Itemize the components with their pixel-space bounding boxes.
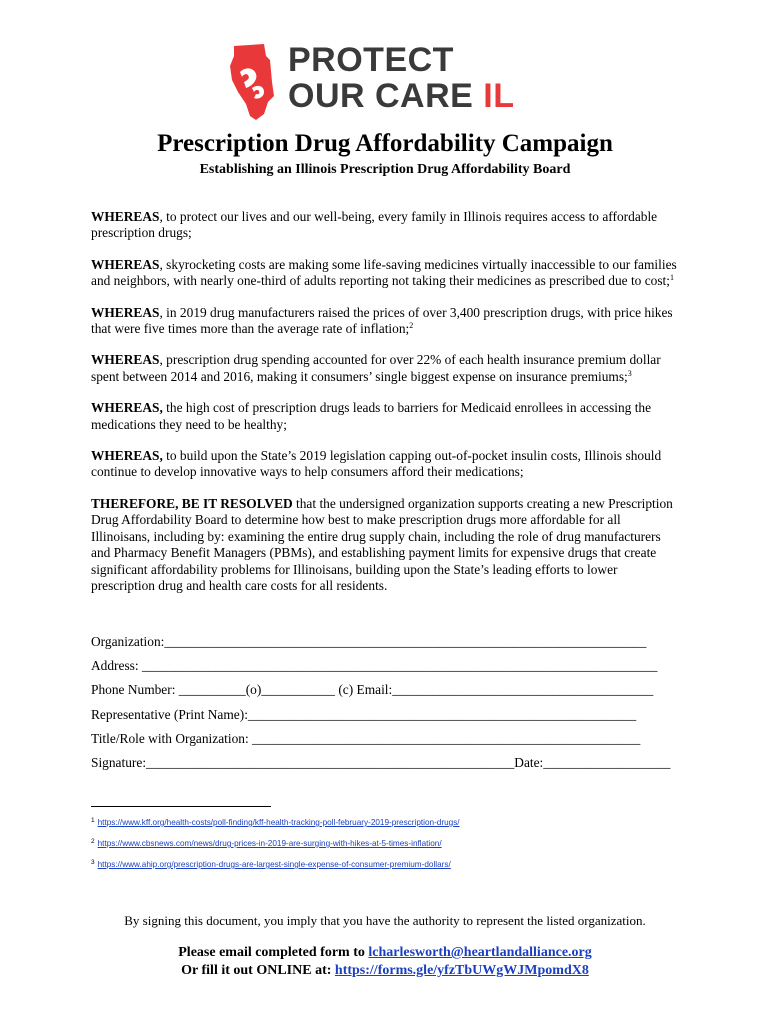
form-field-line[interactable]: Organization:________________________________________________________________________: [91, 634, 647, 649]
footnote: [91, 836, 460, 857]
footnote: [91, 815, 460, 836]
page-subtitle: Establishing an Illinois Prescription Drug Affordability Board: [199, 162, 571, 177]
paragraph-lead: WHEREAS: [91, 256, 160, 272]
online-form-link[interactable]: https://forms.gle/yfzTbUWgWJMpomdX8: [334, 963, 589, 978]
footnote-ref: 3: [627, 368, 632, 378]
page-title: Prescription Drug Affordability Campaign: [157, 130, 613, 157]
footnote-link[interactable]: https://www.cbsnews.com/news/drug-prices-in-2019-are-surging-with-hikes-at-5-times-inflation/: [97, 839, 442, 848]
footnote: [91, 857, 460, 878]
paragraph-text: that the undersigned organization supports creating a new Prescription Drug Affordability Board to determine how best to make prescription drugs more affordable for all Illinoisans, including by: examining the entire drug supply chain, including the role of drug manufacturers and Pharmacy Benefit Managers (PBMs), and establishing payment limits for expensive drugs that create significant affordability problems for Illinoisans, building upon the State’s leading efforts to lower prescription drug and health care costs for all residents.: [91, 495, 673, 593]
whereas-paragraph: [91, 257, 681, 290]
logo-line1: PROTECT: [288, 41, 454, 79]
form-field-line[interactable]: Title/Role with Organization: __________________________________________________________: [91, 730, 641, 746]
whereas-paragraph: [91, 400, 681, 433]
footnote-link[interactable]: https://www.ahip.org/prescription-drugs-are-largest-single-expense-of-consumer-premium-dollars/: [97, 860, 451, 869]
footnote-number: 1: [91, 817, 95, 824]
footnotes: [91, 815, 460, 878]
footnote-number: 2: [91, 838, 95, 845]
whereas-paragraph: [91, 448, 681, 481]
footnote-link[interactable]: https://www.kff.org/health-costs/poll-finding/kff-health-tracking-poll-february-2019-prescription-drugs/: [97, 818, 460, 827]
form-field-line[interactable]: Representative (Print Name):__________________________________________________________: [91, 706, 637, 722]
authority-disclaimer: By signing this document, you imply that you have the authority to represent the listed organization.: [124, 913, 646, 928]
form-field-line[interactable]: Address: _____________________________________________________________________________: [91, 658, 658, 674]
paragraph-text: , to protect our lives and our well-being, every family in Illinois requires access to affordable prescription drugs;: [91, 209, 658, 241]
email-prefix: Please email completed form to: [178, 945, 369, 960]
paragraph-lead: WHEREAS,: [91, 448, 163, 464]
email-link[interactable]: lcharlesworth@heartlandalliance.org: [368, 945, 592, 960]
form-field-line[interactable]: Phone Number: __________(o)___________ (c) Email:_______________________________________: [91, 682, 654, 698]
logo-wordmark: [288, 42, 515, 114]
whereas-paragraph: [91, 352, 681, 385]
paragraph-text: to build upon the State’s 2019 legislation capping out-of-pocket insulin costs, Illinois should continue to develop innovative ways to help consumers afford their medications;: [91, 448, 662, 480]
paragraph-lead: WHEREAS: [91, 209, 160, 224]
footnote-number: 3: [91, 859, 95, 866]
online-prefix: Or fill it out ONLINE at:: [181, 963, 335, 978]
whereas-paragraph: [91, 305, 681, 338]
whereas-paragraph: [91, 496, 681, 594]
whereas-paragraph: [91, 209, 681, 242]
illinois-hands-icon: [226, 42, 286, 122]
paragraph-text: , skyrocketing costs are making some life-saving medicines virtually inaccessible to our families and neighbors, with nearly one-third of adults reporting not taking their medicines as prescribed due to cost;: [91, 256, 677, 289]
logo-line2: OUR CARE: [288, 77, 474, 115]
contact-block: [0, 944, 770, 980]
resolution-body: [91, 209, 681, 609]
footnote-divider: [91, 806, 271, 807]
paragraph-text: , prescription drug spending accounted for over 22% of each health insurance premium dollar spent between 2014 and 2016, making it consumers’ single biggest expense on insurance premiums;: [91, 352, 661, 384]
paragraph-lead: WHEREAS: [91, 304, 160, 320]
paragraph-lead: WHEREAS,: [91, 400, 163, 416]
paragraph-text: , in 2019 drug manufacturers raised the prices of over 3,400 prescription drugs, with price hikes that were five times more than the average rate of inflation;: [91, 304, 673, 337]
paragraph-lead: WHEREAS: [91, 352, 160, 368]
signature-form: [91, 634, 681, 779]
form-field-line[interactable]: Signature:_______________________________________________________Date:___________________: [91, 754, 671, 770]
logo: [226, 40, 546, 120]
logo-il: IL: [483, 77, 515, 115]
footnote-ref: 2: [409, 321, 414, 331]
footnote-ref: 1: [670, 273, 674, 283]
paragraph-lead: THEREFORE, BE IT RESOLVED: [91, 495, 293, 511]
paragraph-text: the high cost of prescription drugs leads to barriers for Medicaid enrollees in accessing the medications they need to be healthy;: [91, 400, 652, 432]
